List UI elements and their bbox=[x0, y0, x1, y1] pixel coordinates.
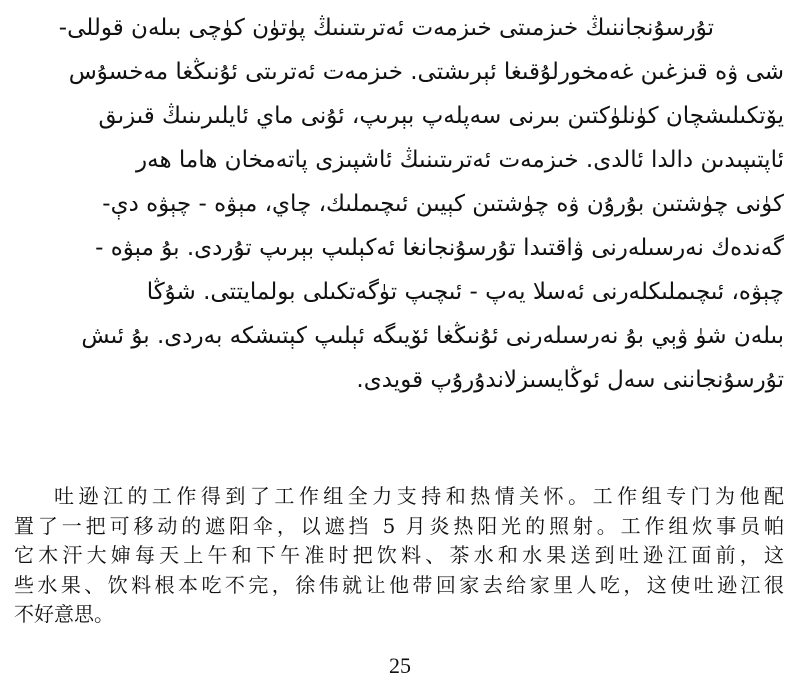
chinese-line-3: 它木汗大婶每天上午和下午准时把饮料、茶水和水果送到吐逊江面前，这 bbox=[14, 543, 784, 567]
uyghur-line-7: چېۋە، ئىچىملىكلەرنى ئەسلا يەپ - ئىچىپ تۈگەتكىلى بولمايتتى. شۇڭا bbox=[146, 279, 784, 305]
uyghur-line-5: كۈنى چۈشتىن بۇرۇن ۋە چۈشتىن كېيىن ئىچىملىك، چاي، مېۋە - چېۋە دې- bbox=[102, 191, 784, 217]
page-number: 25 bbox=[389, 653, 411, 678]
uyghur-line-2: شى ۋە قىزغىن غەمخورلۇقىغا ئېرىشتى. خىزمەت ئەترىتى ئۇنىڭغا مەخسۇس bbox=[68, 59, 784, 85]
chinese-line-1: 吐逊江的工作得到了工作组全力支持和热情关怀。工作组专门为他配 bbox=[54, 484, 784, 508]
uyghur-line-9: تۇرسۇنجاننى سەل ئوڭايسىزلاندۇرۇپ قويدى. bbox=[356, 367, 784, 393]
uyghur-paragraph bbox=[14, 6, 784, 402]
uyghur-line-4: ئاپتىپىدىن دالدا ئالدى. خىزمەت ئەترىتىنىڭ ئاشپىزى پاتەمخان ھاما ھەر bbox=[136, 147, 784, 173]
chinese-line-5: 不好意思。 bbox=[14, 602, 114, 626]
uyghur-line-8: بىلەن شۈ ۋېي بۇ نەرسىلەرنى ئۇنىڭغا ئۆيىگە ئېلىپ كېتىشكە بەردى. بۇ ئىش bbox=[81, 323, 784, 349]
uyghur-line-1: تۇرسۇنجاننىڭ خىزمىتى خىزمەت ئەترىتىنىڭ پۈتۈن كۈچى بىلەن قوللى- bbox=[58, 15, 714, 41]
uyghur-line-6: گەندەك نەرسىلەرنى ۋاقتىدا تۇرسۇنجانغا ئەكېلىپ بېرىپ تۇردى. بۇ مېۋە - bbox=[95, 235, 784, 261]
uyghur-line-3: يۆتكىلىشچان كۈنلۈكتىن بىرنى سەپلەپ بېرىپ، ئۇنى ماي ئايلىرىنىڭ قىزىق bbox=[98, 103, 784, 129]
chinese-line-4: 些水果、饮料根本吃不完，徐伟就让他带回家去给家里人吃，这使吐逊江很 bbox=[14, 572, 784, 597]
chinese-line-2: 置了一把可移动的遮阳伞，以遮挡 5 月炎热阳光的照射。工作组炊事员帕 bbox=[14, 513, 784, 538]
chinese-paragraph bbox=[14, 482, 784, 630]
